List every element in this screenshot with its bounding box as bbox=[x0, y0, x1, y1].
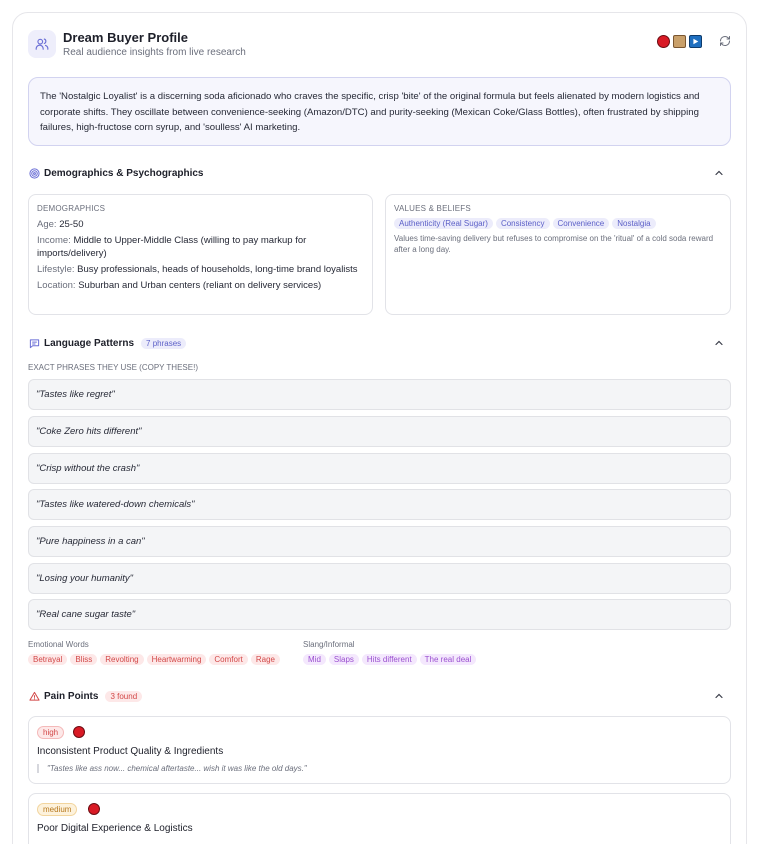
pain-count-badge: 3 found bbox=[105, 691, 142, 702]
warning-icon bbox=[28, 690, 40, 702]
demo-row-income: Income: Middle to Upper-Middle Class (willing to pay markup for imports/delivery) bbox=[37, 235, 307, 259]
section-pain-points-header[interactable] bbox=[28, 687, 733, 705]
pain-point-quote: "Tastes like ass now... chemical aftertaste... wish it was like the old days." bbox=[37, 764, 307, 773]
slang-label: Slang/Informal bbox=[303, 640, 355, 649]
buyer-summary: The 'Nostalgic Loyalist' is a discerning soda aficionado who craves the specific, crisp 'bite' of the original formula but feels alienated by modern logistics and corporate shifts. They oscillate between convenience-seeking (Amazon/DTC) and purity-seeking (Mexican Coke/Glass Bottles), often frustrated by shipping failures, high-fructose corn syrup, and 'soulless' AI marketing. bbox=[28, 77, 731, 146]
emotional-words bbox=[28, 654, 283, 665]
value-tag: Nostalgia bbox=[612, 218, 655, 229]
chevron-up-icon[interactable] bbox=[713, 690, 725, 702]
section-title: Pain Points bbox=[44, 690, 99, 702]
slang-tag: The real deal bbox=[420, 654, 477, 665]
pain-point-title: Inconsistent Product Quality & Ingredients bbox=[37, 746, 224, 757]
chevron-up-icon[interactable] bbox=[713, 337, 725, 349]
profile-header bbox=[28, 28, 733, 64]
phrase-item[interactable]: "Crisp without the crash" bbox=[28, 453, 731, 484]
page-subtitle: Real audience insights from live research bbox=[63, 47, 246, 58]
section-title: Language Patterns bbox=[44, 337, 135, 349]
chevron-up-icon[interactable] bbox=[713, 167, 725, 179]
values-heading: VALUES & BELIEFS bbox=[394, 204, 471, 213]
phrase-item[interactable]: "Pure happiness in a can" bbox=[28, 526, 731, 557]
phrase-item[interactable]: "Losing your humanity" bbox=[28, 563, 731, 594]
demo-row-age: Age: 25-50 bbox=[37, 219, 84, 230]
severity-badge: medium bbox=[37, 803, 77, 816]
chat-icon bbox=[28, 337, 40, 349]
slang-tag: Hits different bbox=[362, 654, 417, 665]
emotional-word-tag: Heartwarming bbox=[147, 654, 207, 665]
value-tag: Consistency bbox=[496, 218, 550, 229]
values-description: Values time-saving delivery but refuses to compromise on the 'ritual' of a cold soda reward after a long day. bbox=[394, 234, 714, 254]
record-icon bbox=[88, 803, 100, 815]
phrase-count-badge: 7 phrases bbox=[141, 338, 186, 349]
slang-tag: Mid bbox=[303, 654, 326, 665]
value-tag: Authenticity (Real Sugar) bbox=[394, 218, 493, 229]
emotional-words-label: Emotional Words bbox=[28, 640, 89, 649]
demographics-heading: DEMOGRAPHICS bbox=[37, 204, 106, 213]
emotional-word-tag: Rage bbox=[251, 654, 280, 665]
page-title: Dream Buyer Profile bbox=[63, 30, 188, 45]
record-icon[interactable] bbox=[657, 35, 670, 48]
slang-tag: Slaps bbox=[329, 654, 359, 665]
emotional-word-tag: Bliss bbox=[70, 654, 97, 665]
dream-buyer-profile-card bbox=[12, 12, 747, 844]
phrase-item[interactable]: "Tastes like watered-down chemicals" bbox=[28, 489, 731, 520]
values-box bbox=[385, 194, 731, 315]
severity-badge: high bbox=[37, 726, 64, 739]
target-icon bbox=[28, 167, 40, 179]
pain-point-card[interactable] bbox=[28, 716, 731, 784]
emotional-word-tag: Betrayal bbox=[28, 654, 67, 665]
emotional-word-tag: Comfort bbox=[209, 654, 247, 665]
users-icon bbox=[28, 30, 56, 58]
book-icon[interactable] bbox=[673, 35, 686, 48]
pain-point-card[interactable] bbox=[28, 793, 731, 844]
emotional-word-tag: Revolting bbox=[100, 654, 143, 665]
record-icon bbox=[73, 726, 85, 738]
section-demographics-header[interactable] bbox=[28, 164, 733, 182]
phrases-subheading: EXACT PHRASES THEY USE (COPY THESE!) bbox=[28, 363, 198, 372]
phrase-item[interactable]: "Tastes like regret" bbox=[28, 379, 731, 410]
section-language-header[interactable] bbox=[28, 334, 733, 352]
phrase-item[interactable]: "Real cane sugar taste" bbox=[28, 599, 731, 630]
refresh-icon[interactable] bbox=[717, 33, 733, 49]
header-actions bbox=[657, 33, 733, 49]
section-title: Demographics & Psychographics bbox=[44, 167, 204, 179]
phrase-item[interactable]: "Coke Zero hits different" bbox=[28, 416, 731, 447]
demo-row-lifestyle: Lifestyle: Busy professionals, heads of households, long-time brand loyalists bbox=[37, 264, 358, 275]
values-tags bbox=[394, 218, 722, 229]
slang-words bbox=[303, 654, 479, 665]
demo-row-location: Location: Suburban and Urban centers (reliant on delivery services) bbox=[37, 280, 322, 291]
pain-point-title: Poor Digital Experience & Logistics bbox=[37, 823, 193, 834]
value-tag: Convenience bbox=[553, 218, 610, 229]
demographics-box bbox=[28, 194, 373, 315]
play-icon[interactable] bbox=[689, 35, 702, 48]
